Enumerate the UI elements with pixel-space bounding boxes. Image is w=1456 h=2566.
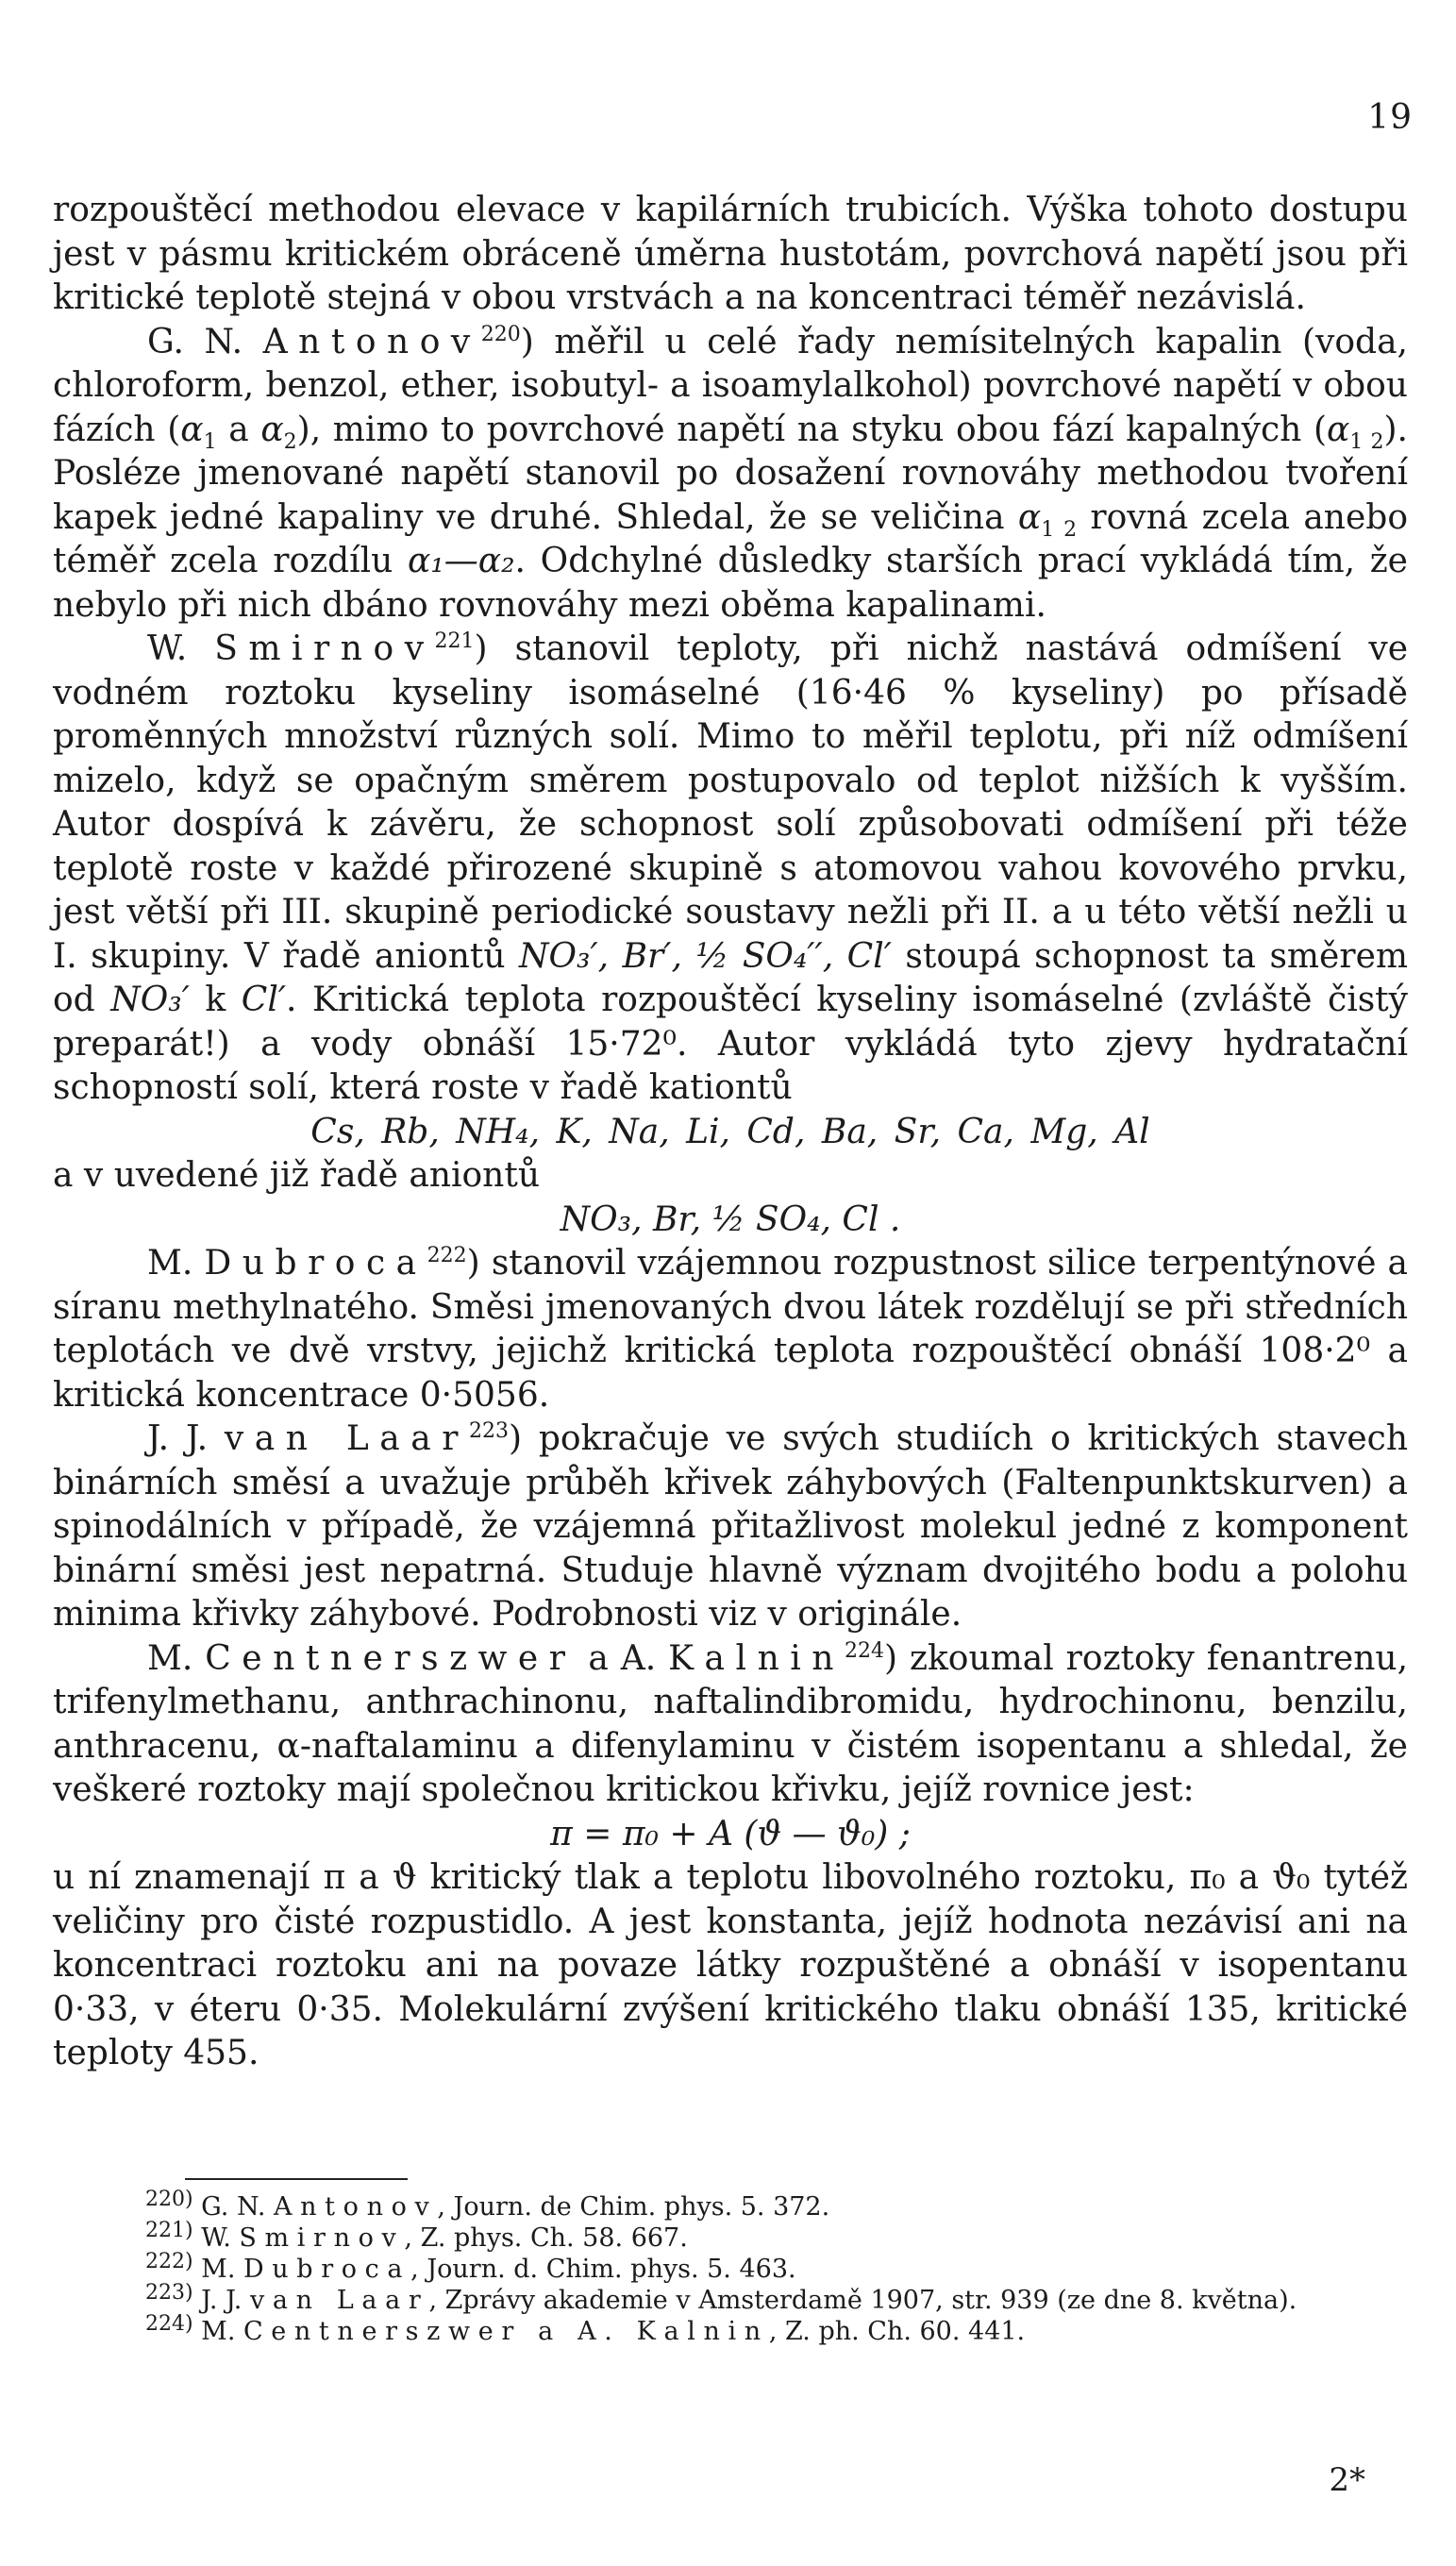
body-text [53,189,1408,2076]
paragraph-3: W. Smirnov$^{221}$) stanovil teploty, při nichž nastává odmíšení ve vodném roztoku kyseliny isomáselné (16·46 % kyseliny) po přísadě proměnných množství různých solí. Mimo to měřil teplotu, při níž odmíšení mizelo, když se opačným směrem postupovalo od teplot nižších k vyšším. Autor dospívá k závěru, že schopnost solí způsobovati odmíšení při téže teplotě roste v každé přirozené skupině s atomovou vahou kovového prvku, jest větší při III. skupině periodické soustavy nežli při II. a u této větší nežli u I. skupiny. V řadě aniontů NO₃′, Br′, ½ SO₄′′, Cl′ stoupá schopnost ta směrem od NO₃′ k Cl′. Kritická teplota rozpouštěcí kyseliny isomáselné (zvláště čistý preparát!) a vody obnáší 15·72⁰. Autor vykládá tyto zjevy hydratační schopností solí, která roste v řadě kationtů [53,629,1409,1107]
footnote: $^{220)}$ G. N. Antonov, Journ. de Chim. phys. 5. 372. [145,2188,830,2222]
paragraph-5: J. J. van Laar$^{223}$) pokračuje ve svých studiích o kritických stavech binárních směsí a uvažuje průběh křivek záhybových (Faltenpunktskurven) a spinodálních v případě, že vzájemná přitažlivost molekul jedné z komponent binární směsi jest nepatrná. Studuje hlavně význam dvojitého bodu a polohu minima křivky záhybové. Podrobnosti viz v originále. [53,1419,1408,1634]
critical-curve-equation: π = π₀ + A (ϑ — ϑ₀) ; [550,1814,911,1853]
author-name: Dubroca [204,1244,427,1283]
page-number: 19 [1367,98,1413,137]
signature-mark: 2* [1329,2461,1365,2499]
author-name: Antonov [262,322,481,361]
footnote: $^{221)}$ W. Smirnov, Z. phys. Ch. 58. 667. [145,2219,688,2253]
paragraph-3-cont: a v uvedené již řadě aniontů [53,1156,541,1195]
footnote-ref: 221 [434,629,475,653]
author-name: Centnerszwer [205,1638,577,1678]
paragraph-4: M. Dubroca$^{222}$) stanovil vzájemnou rozpustnost silice terpentýnové a síranu methylnatého. Směsi jmenovaných dvou látek rozdělují se při středních teplotách ve dvě vrstvy, jejichž kritická teplota rozpouštěcí obnáší 108·2⁰ a kritická koncentrace 0·5056. [53,1244,1409,1415]
footnote-ref: 223 [468,1419,509,1443]
footnotes [53,2188,1408,2347]
cation-series: Cs, Rb, NH₄, K, Na, Li, Cd, Ba, Sr, Ca, Mg, Al [310,1112,1150,1151]
footnote-separator [185,2178,408,2180]
footnote-ref: 220 [480,322,521,346]
footnote: $^{223)}$ J. J. van Laar, Zprávy akademie v Amsterdamě 1907, str. 939 (ze dne 8. května). [145,2281,1297,2315]
author-name: van Laar [224,1419,469,1458]
paragraph-7: u ní znamenají π a ϑ kritický tlak a teplotu libovolného roztoku, π₀ a ϑ₀ tytéž veličiny pro čisté rozpustidlo. A jest konstanta, jejíž hodnota nezávisí ani na koncentraci roztoku ani na povaze látky rozpuštěné a obnáší v isopentanu 0·33, v éteru 0·35. Molekulární zvýšení kritického tlaku obnáší 135, kritické teploty 455. [53,1858,1408,2072]
footnote: $^{222)}$ M. Dubroca, Journ. d. Chim. phys. 5. 463. [145,2250,796,2284]
footnote-ref: 224 [845,1638,885,1663]
anion-series: NO₃, Br, ½ SO₄, Cl . [560,1199,901,1239]
author-name: Smirnov [214,629,435,668]
author-name-2: Kalnin [668,1638,845,1678]
paragraph-2: G. N. Antonov$^{220}$) měřil u celé řady nemísitelných kapalin (voda, chloroform, benzol, ether, isobutyl- a isoamylalkohol) povrchové napětí v obou fázích ($\alpha_1$ a $\alpha_2$), mimo to povrchové napětí na styku obou fází kapalných $(\alpha_{1 2})$. Posléze jmenované napětí stanovil po dosažení rovnováhy methodou tvoření kapek jedné kapaliny ve druhé. Shledal, že se veličina $\alpha_{1 2}$ rovná zcela anebo téměř zcela rozdílu α₁—α₂. Odchylné důsledky starších prací vykládá tím, že nebylo při nich dbáno rovnováhy mezi oběma kapalinami. [53,322,1408,625]
footnote: $^{224)}$ M. Centnerszwer a A. Kalnin, Z. ph. Ch. 60. 441. [145,2312,1026,2346]
footnote-ref: 222 [427,1244,467,1267]
paragraph-1: rozpouštěcí methodou elevace v kapilárních trubicích. Výška tohoto dostupu jest v pásmu kritickém obráceně úměrna hustotám, povrchová napětí jsou při kritické teplotě stejná v obou vrstvách a na koncentraci téměř nezávislá. [53,191,1408,317]
paragraph-6: M. Centnerszwer a A. Kalnin$^{224}$) zkoumal roztoky fenantrenu, trifenylmethanu, anthrachinonu, naftalindibromidu, hydrochinonu, benzilu, anthracenu, α-naftalaminu a difenylaminu v čistém isopentanu a shledal, že veškeré roztoky mají společnou kritickou křivku, jejíž rovnice jest: [53,1638,1409,1809]
